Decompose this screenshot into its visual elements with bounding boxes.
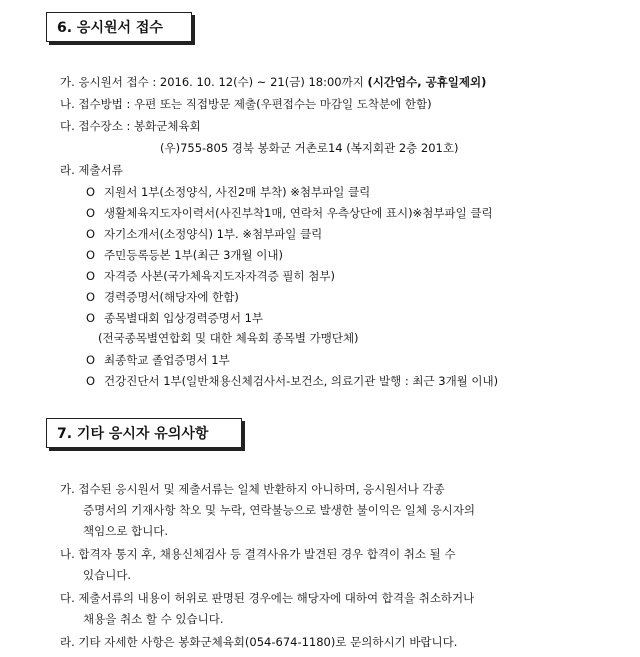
item-label: 가. xyxy=(60,482,75,496)
documents-note: (전국종목별연합회 및 대한 체육회 종목별 가맹단체) xyxy=(98,331,359,345)
apply-period-text: 응시원서 접수 : 2016. 10. 12(수) ~ 21(금) 18:00까지 xyxy=(78,75,368,89)
note-text: 책임으로 합니다. xyxy=(83,524,169,538)
section-7-title: 7. 기타 응시자 유의사항 xyxy=(46,418,242,448)
document-item xyxy=(86,184,370,200)
circle-bullet-icon: O xyxy=(86,227,96,241)
document-text: 종목별대회 입상경력증명서 1부 xyxy=(104,311,264,325)
note-text: 제출서류의 내용이 허위로 판명된 경우에는 해당자에 대하여 합격을 취소하거나 xyxy=(78,591,475,605)
document-text: 자격증 사본(국가체육지도자자격증 필히 첨부) xyxy=(104,269,336,283)
document-text: 최종학교 졸업증명서 1부 xyxy=(104,353,230,367)
note-item xyxy=(60,481,445,497)
circle-bullet-icon: O xyxy=(86,311,96,325)
note-item xyxy=(60,590,474,606)
document-text: 생활체육지도자이력서(사진부착1매, 연락처 우측상단에 표시)※첨부파일 클릭 xyxy=(104,206,493,220)
note-text: 접수된 응시원서 및 제출서류는 일체 반환하지 아니하며, 응시원서나 각종 xyxy=(78,482,445,496)
document-text: 자기소개서(소정양식) 1부. ※첨부파일 클릭 xyxy=(104,227,323,241)
apply-address-item xyxy=(160,140,458,156)
circle-bullet-icon: O xyxy=(86,269,96,283)
apply-place-text: 접수장소 : 봉화군체육회 xyxy=(78,119,201,133)
apply-period-emphasis: (시간엄수, 공휴일제외) xyxy=(367,75,487,89)
item-label: 다. xyxy=(60,119,75,133)
documents-heading-item xyxy=(60,162,123,178)
note-text: 채용을 취소 할 수 있습니다. xyxy=(83,612,224,626)
document-item xyxy=(86,373,498,389)
apply-address-text: (우)755-805 경북 봉화군 거촌로14 (복지회관 2층 201호) xyxy=(160,141,459,155)
note-text: 증명서의 기재사항 착오 및 누락, 연락불능으로 발생한 불이익은 일체 응시자의 xyxy=(83,503,476,517)
item-label: 가. xyxy=(60,75,75,89)
document-item xyxy=(86,310,263,326)
document-item xyxy=(86,352,230,368)
item-label: 나. xyxy=(60,547,75,561)
item-label: 다. xyxy=(60,591,75,605)
note-text: 기타 자세한 사항은 봉화군체육회(054-674-1180)로 문의하시기 바랍니다. xyxy=(78,635,458,649)
circle-bullet-icon: O xyxy=(86,374,96,388)
document-item xyxy=(86,289,239,305)
document-text: 지원서 1부(소정양식, 사진2매 부착) ※첨부파일 클릭 xyxy=(104,185,371,199)
documents-heading-text: 제출서류 xyxy=(78,163,123,177)
apply-method-item xyxy=(60,96,432,112)
item-label: 라. xyxy=(60,163,75,177)
document-item xyxy=(86,205,493,221)
apply-period-item xyxy=(60,74,486,90)
circle-bullet-icon: O xyxy=(86,185,96,199)
apply-method-text: 접수방법 : 우편 또는 직접방문 제출(우편접수는 마감일 도착분에 한함) xyxy=(78,97,432,111)
document-text: 건강진단서 1부(일반채용신체검사서-보건소, 의료기관 발행 : 최근 3개월 이내) xyxy=(104,374,499,388)
circle-bullet-icon: O xyxy=(86,290,96,304)
circle-bullet-icon: O xyxy=(86,206,96,220)
circle-bullet-icon: O xyxy=(86,248,96,262)
section-6-title: 6. 응시원서 접수 xyxy=(46,12,192,42)
document-item xyxy=(86,226,322,242)
note-text: 있습니다. xyxy=(83,568,132,582)
note-item xyxy=(60,634,457,650)
item-label: 라. xyxy=(60,635,75,649)
document-item xyxy=(86,247,283,263)
document-text: 주민등록등본 1부(최근 3개월 이내) xyxy=(104,248,283,262)
apply-place-item xyxy=(60,118,201,134)
document-text: 경력증명서(해당자에 한함) xyxy=(104,290,239,304)
note-text: 합격자 통지 후, 채용신체검사 등 결격사유가 발견된 경우 합격이 취소 될 수 xyxy=(78,547,456,561)
document-item xyxy=(86,268,335,284)
item-label: 나. xyxy=(60,97,75,111)
note-item xyxy=(60,546,456,562)
circle-bullet-icon: O xyxy=(86,353,96,367)
